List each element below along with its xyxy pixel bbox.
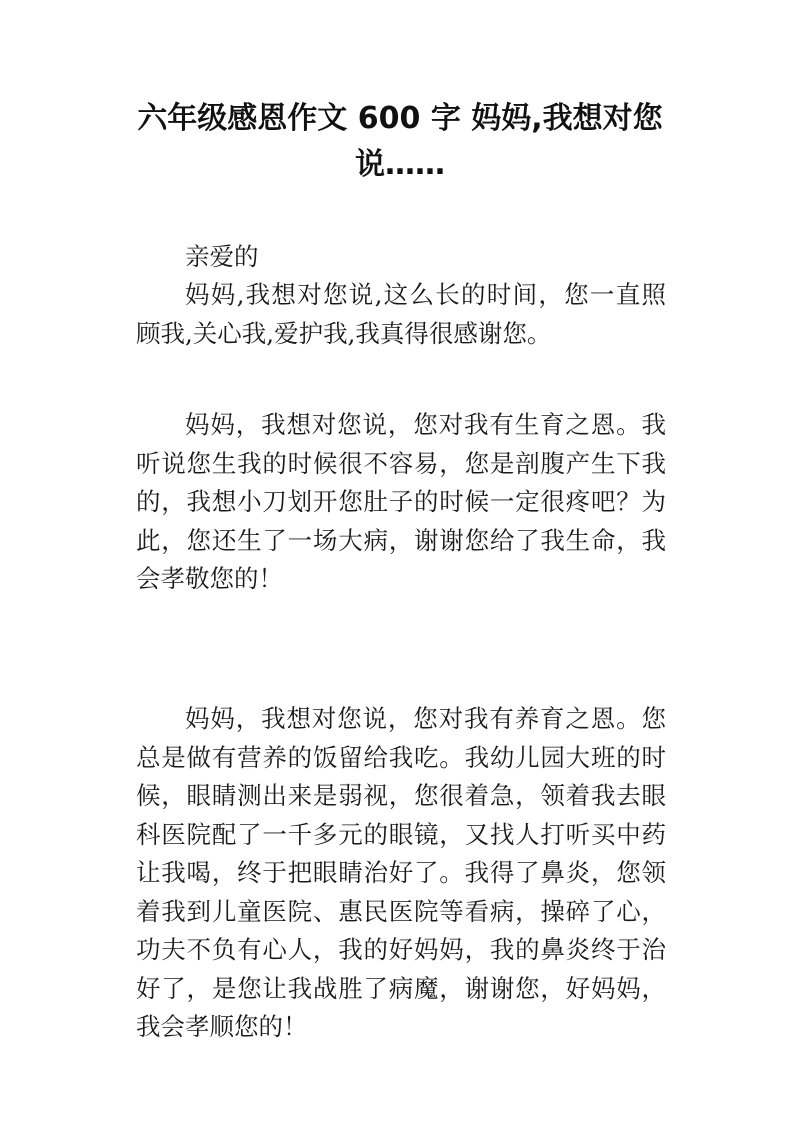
paragraph-1: 妈妈,我想对您说,这么长的时间，您一直照顾我,关心我,爱护我,我真得很感谢您。 <box>136 280 666 348</box>
paragraph-2: 妈妈，我想对您说，您对我有生育之恩。我听说您生我的时候很不容易，您是剖腹产生下我的，我想小刀划开您肚子的时候一定很疼吧？为此，您还生了一场大病，谢谢您给了我生命，我会孝敬您的！ <box>136 410 666 593</box>
page-title: 六年级感恩作文 600 字 妈妈,我想对您说…… <box>137 101 663 182</box>
paragraph-3: 妈妈，我想对您说，您对我有养育之恩。您总是做有营养的饭留给我吃。我幼儿园大班的时候，眼睛测出来是弱视，您很着急，领着我去眼科医院配了一千多元的眼镜，又找人打听买中药让我喝，终于把眼睛治好了。我得了鼻炎，您领着我到儿童医院、惠民医院等看病，操碎了心，功夫不负有心人，我的好妈妈，我的鼻炎终于治好了，是您让我战胜了病魔，谢谢您，好妈妈，我会孝顺您的！ <box>136 704 666 1041</box>
salutation: 亲爱的 <box>185 242 259 271</box>
